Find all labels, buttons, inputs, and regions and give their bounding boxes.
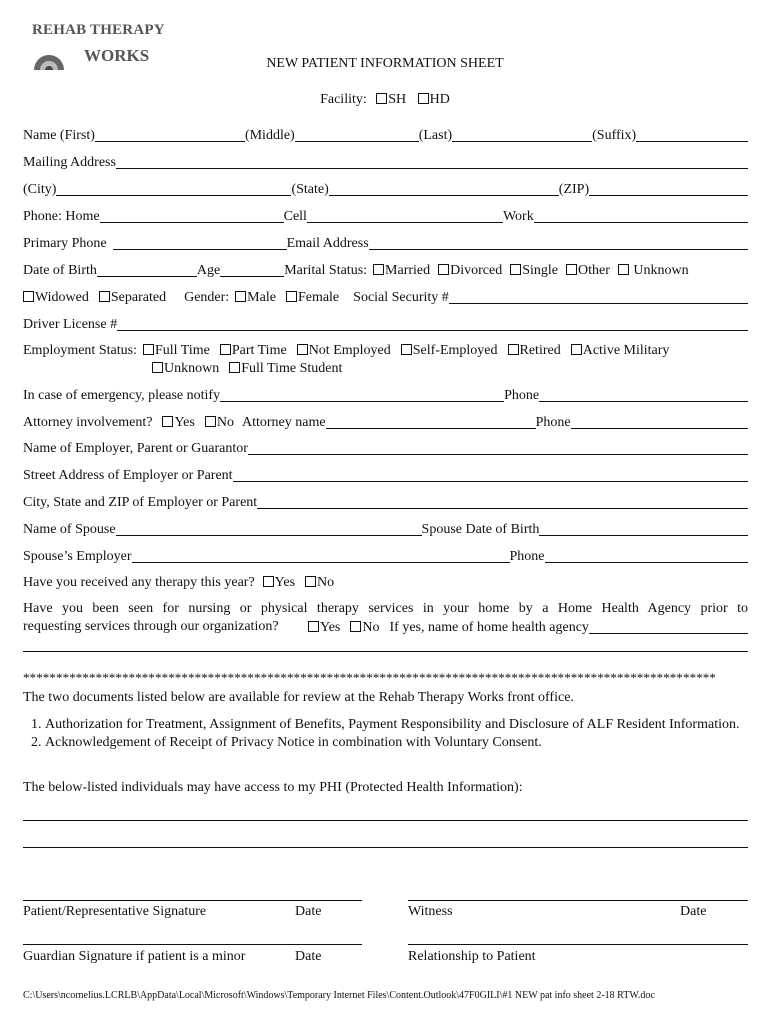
relationship-line[interactable]: [408, 944, 748, 945]
checkbox-male[interactable]: [235, 291, 246, 302]
employer-city-field[interactable]: [257, 494, 748, 509]
employment-row-2: [152, 359, 652, 377]
attorney-label: Attorney involvement?: [23, 415, 153, 430]
attorney-no-label: No: [216, 415, 234, 430]
home-health-agency-label: If yes, name of home health agency: [389, 620, 589, 635]
checkbox-full-time-student[interactable]: [229, 362, 240, 373]
emergency-phone-label: Phone: [504, 388, 540, 403]
marital-label: Marital Status:: [284, 263, 368, 278]
full-time-student-label: Full Time Student: [241, 361, 343, 376]
suffix-label: (Suffix): [592, 128, 637, 143]
single-label: Single: [522, 263, 558, 278]
guardian-date-label: Date: [295, 949, 322, 964]
therapy-no-label: No: [317, 575, 335, 590]
primary-phone-field[interactable]: [113, 235, 287, 250]
employer-name-field[interactable]: [248, 440, 748, 455]
not-employed-label: Not Employed: [308, 343, 391, 358]
employment-row: [23, 341, 748, 359]
checkbox-therapy-no[interactable]: [305, 576, 316, 587]
emergency-row: [23, 386, 748, 404]
home-health-text-line2: requesting services through our organization?: [23, 619, 279, 634]
checkbox-full-time[interactable]: [143, 344, 154, 355]
witness-label: Witness: [408, 904, 453, 919]
attorney-phone-label: Phone: [535, 415, 571, 430]
doc-item-1: 1. Authorization for Treatment, Assignment of Benefits, Payment Responsibility and Disclosure of ALF Resident Information.: [45, 716, 748, 734]
patient-signature-line[interactable]: [23, 900, 362, 901]
spouse-dob-field[interactable]: [539, 521, 748, 536]
retired-label: Retired: [519, 343, 561, 358]
checkbox-attorney-no[interactable]: [205, 416, 216, 427]
therapy-yes-label: Yes: [274, 575, 296, 590]
checkbox-therapy-yes[interactable]: [263, 576, 274, 587]
spouse-name-field[interactable]: [116, 521, 422, 536]
home-health-text: Have you been seen for nursing or physical therapy services in your home by a Home Health Agency prior to: [23, 601, 748, 616]
employer-city-label: City, State and ZIP of Employer or Parent: [23, 495, 258, 510]
phi-line-1[interactable]: [23, 820, 748, 821]
dob-field[interactable]: [97, 262, 197, 277]
facility-hd-label: HD: [429, 92, 450, 107]
suffix-field[interactable]: [636, 127, 748, 142]
cell-phone-label: Cell: [283, 209, 307, 224]
checkbox-widowed[interactable]: [23, 291, 34, 302]
city-row: [23, 180, 748, 198]
home-health-agency-field[interactable]: [589, 619, 748, 634]
therapy-row: [23, 573, 748, 591]
checkbox-marital-unknown[interactable]: [618, 264, 629, 275]
female-label: Female: [297, 290, 340, 305]
checkbox-retired[interactable]: [508, 344, 519, 355]
employment-unknown-label: Unknown: [164, 361, 220, 376]
phone-row: [23, 207, 748, 225]
checkbox-single[interactable]: [510, 264, 521, 275]
email-field[interactable]: [369, 235, 748, 250]
cell-phone-field[interactable]: [307, 208, 503, 223]
spouse-name-label: Name of Spouse: [23, 522, 116, 537]
checkbox-part-time[interactable]: [220, 344, 231, 355]
age-label: Age: [196, 263, 221, 278]
last-name-label: (Last): [418, 128, 453, 143]
spouse-dob-label: Spouse Date of Birth: [421, 522, 540, 537]
full-time-label: Full Time: [154, 343, 210, 358]
checkbox-active-military[interactable]: [571, 344, 582, 355]
gender-row: [23, 288, 748, 306]
attorney-name-label: Attorney name: [241, 415, 326, 430]
home-health-no-label: No: [362, 620, 380, 635]
state-label: (State): [291, 182, 329, 197]
email-label: Email Address: [286, 236, 369, 251]
employer-street-label: Street Address of Employer or Parent: [23, 468, 233, 483]
checkbox-employment-unknown[interactable]: [152, 362, 163, 373]
doc-item-2: 2. Acknowledgement of Receipt of Privacy Notice in combination with Voluntary Consent.: [45, 734, 748, 752]
spouse-employer-phone-label: Phone: [509, 549, 545, 564]
primary-row: [23, 234, 748, 252]
zip-label: (ZIP): [558, 182, 590, 197]
mailing-address-label: Mailing Address: [23, 155, 116, 170]
checkbox-hd[interactable]: [418, 93, 429, 104]
employer-street-row: [23, 466, 748, 484]
zip-field[interactable]: [589, 181, 748, 196]
gender-label: Gender:: [184, 290, 230, 305]
work-phone-field[interactable]: [534, 208, 748, 223]
dob-label: Date of Birth: [23, 263, 97, 278]
patient-signature-label: Patient/Representative Signature: [23, 904, 207, 919]
guardian-signature-label: Guardian Signature if patient is a minor: [23, 949, 246, 964]
separator-stars: *********************************************************************************************************: [23, 670, 716, 685]
witness-date-label: Date: [680, 904, 707, 919]
checkbox-other[interactable]: [566, 264, 577, 275]
facility-label: Facility:: [320, 92, 367, 107]
home-phone-field[interactable]: [100, 208, 284, 223]
state-field[interactable]: [329, 181, 559, 196]
home-health-yes-label: Yes: [320, 620, 341, 635]
facility-sh-label: SH: [388, 92, 407, 107]
first-name-field[interactable]: [95, 127, 245, 142]
checkbox-attorney-yes[interactable]: [162, 416, 173, 427]
home-health-question: [23, 600, 748, 618]
docs-intro: The two documents listed below are available for review at the Rehab Therapy Works front office.: [23, 690, 574, 705]
emergency-phone-field[interactable]: [539, 387, 748, 402]
employer-name-row: [23, 439, 748, 457]
checkbox-sh[interactable]: [376, 93, 387, 104]
primary-phone-label: Primary Phone: [23, 236, 107, 251]
attorney-row: [23, 413, 748, 431]
spouse-employer-label: Spouse’s Employer: [23, 549, 132, 564]
ssn-field[interactable]: [449, 289, 748, 304]
self-employed-label: Self-Employed: [412, 343, 498, 358]
married-label: Married: [385, 263, 431, 278]
other-label: Other: [578, 263, 610, 278]
mailing-address-field[interactable]: [116, 154, 748, 169]
employer-street-field[interactable]: [233, 467, 748, 482]
work-phone-label: Work: [502, 209, 534, 224]
mailing-row: [23, 153, 748, 171]
form-title: NEW PATIENT INFORMATION SHEET: [266, 56, 504, 71]
phi-line-2[interactable]: [23, 847, 748, 848]
driver-license-label: Driver License #: [23, 317, 118, 332]
name-row: [23, 126, 748, 144]
facility-row: [0, 92, 770, 108]
checkbox-not-employed[interactable]: [297, 344, 308, 355]
checkbox-married[interactable]: [373, 264, 384, 275]
checkbox-home-health-no[interactable]: [350, 621, 361, 632]
middle-name-field[interactable]: [295, 127, 419, 142]
checkbox-female[interactable]: [286, 291, 297, 302]
last-name-field[interactable]: [452, 127, 592, 142]
middle-name-label: (Middle): [244, 128, 295, 143]
employer-city-row: [23, 493, 748, 511]
checkbox-self-employed[interactable]: [401, 344, 412, 355]
spouse-employer-phone-field[interactable]: [545, 548, 749, 563]
file-path-footer: C:\Users\ncornelius.LCRLB\AppData\Local\Microsoft\Windows\Temporary Internet Files\Content.Outlook\47F0GILI\#1 NEW pat info sheet 2-18 RTW.doc: [23, 990, 655, 1001]
part-time-label: Part Time: [231, 343, 287, 358]
dob-row: [23, 261, 748, 279]
active-military-label: Active Military: [582, 343, 670, 358]
guardian-signature-line[interactable]: [23, 944, 362, 945]
widowed-label: Widowed: [35, 290, 89, 305]
home-phone-label: Phone: Home: [23, 209, 100, 224]
checkbox-home-health-yes[interactable]: [308, 621, 319, 632]
emergency-contact-field[interactable]: [220, 387, 504, 402]
driver-row: [23, 315, 748, 333]
emergency-label: In case of emergency, please notify: [23, 388, 221, 403]
marital-unknown-label: Unknown: [633, 263, 689, 278]
home-health-answer-row: [308, 618, 748, 636]
ssn-label: Social Security #: [353, 290, 449, 305]
employment-label: Employment Status:: [23, 343, 137, 358]
docs-list: [23, 716, 748, 752]
city-label: (City): [23, 182, 57, 197]
relationship-label: Relationship to Patient: [408, 949, 536, 964]
therapy-question: Have you received any therapy this year?: [23, 575, 255, 590]
divorced-label: Divorced: [450, 263, 503, 278]
attorney-name-field[interactable]: [326, 414, 536, 429]
spouse-employer-row: [23, 547, 748, 565]
employer-name-label: Name of Employer, Parent or Guarantor: [23, 441, 248, 456]
separated-label: Separated: [110, 290, 167, 305]
checkbox-separated[interactable]: [99, 291, 110, 302]
city-field[interactable]: [56, 181, 291, 196]
phi-statement: The below-listed individuals may have access to my PHI (Protected Health Information):: [23, 780, 523, 795]
checkbox-divorced[interactable]: [438, 264, 449, 275]
first-name-label: Name (First): [23, 128, 95, 143]
home-health-agency-line-2[interactable]: [23, 651, 748, 652]
logo-line1: REHAB THERAPY: [32, 22, 165, 38]
attorney-phone-field[interactable]: [571, 414, 748, 429]
logo-line2: WORKS: [84, 46, 150, 65]
male-label: Male: [247, 290, 276, 305]
spouse-employer-field[interactable]: [132, 548, 510, 563]
age-field[interactable]: [220, 262, 284, 277]
patient-date-label: Date: [295, 904, 322, 919]
spouse-row: [23, 520, 748, 538]
witness-signature-line[interactable]: [408, 900, 748, 901]
driver-license-field[interactable]: [117, 316, 748, 331]
attorney-yes-label: Yes: [174, 415, 195, 430]
